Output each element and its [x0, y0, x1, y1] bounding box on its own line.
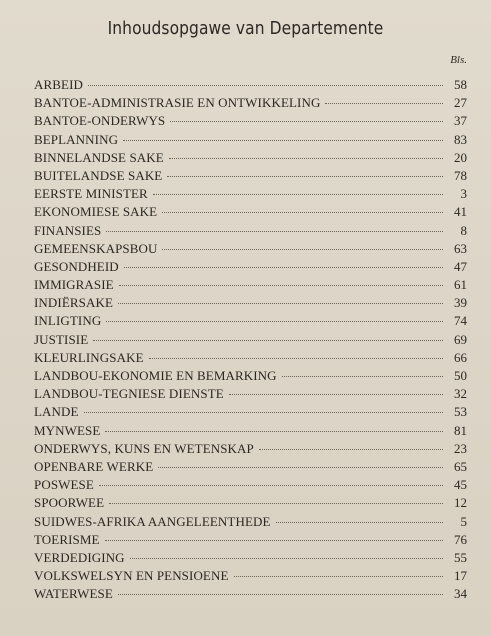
toc-entry	[34, 349, 467, 367]
toc-entry-page: 12	[454, 495, 467, 511]
dot-leader	[162, 249, 443, 250]
toc-entry-name: LANDBOU-TEGNIESE DIENSTE	[34, 386, 224, 402]
dot-leader	[259, 449, 443, 450]
toc-entry	[34, 403, 467, 421]
toc-entry	[34, 167, 467, 185]
toc-entry-page: 37	[454, 113, 467, 129]
toc-entry-page: 47	[454, 258, 467, 274]
toc-entry-name: VERDEDIGING	[34, 549, 125, 565]
toc-entry-page: 34	[454, 586, 467, 602]
toc-entry	[34, 331, 467, 349]
toc-entry-name: BUITELANDSE SAKE	[34, 167, 163, 183]
dot-leader	[169, 158, 443, 159]
toc-entry	[34, 149, 467, 167]
toc-entry	[34, 94, 467, 112]
toc-entry-page: 76	[454, 531, 467, 547]
toc-entry-name: SUIDWES-AFRIKA AANGELEENTHEDE	[34, 513, 271, 529]
toc-entry-page: 53	[454, 404, 467, 420]
toc-entry-page: 20	[454, 149, 467, 165]
toc-entry	[34, 112, 467, 130]
toc-entry-name: GEMEENSKAPSBOU	[34, 240, 158, 256]
dot-leader	[124, 267, 443, 268]
dot-leader	[109, 503, 443, 504]
toc-entry-page: 74	[454, 313, 467, 329]
dot-leader	[229, 394, 443, 395]
toc-entry-page: 5	[460, 513, 467, 529]
toc-entry-name: BANTOE-ONDERWYS	[34, 113, 166, 129]
dot-leader	[106, 321, 443, 322]
dot-leader	[167, 176, 443, 177]
toc-entry	[34, 585, 467, 603]
toc-entry-name: BINNELANDSE SAKE	[34, 149, 164, 165]
dot-leader	[106, 231, 443, 232]
toc-entry	[34, 385, 467, 403]
toc-entry	[34, 494, 467, 512]
toc-entry-page: 27	[454, 95, 467, 111]
dot-leader	[282, 376, 443, 377]
toc-entry-name: LANDE	[34, 404, 79, 420]
toc-entry	[34, 422, 467, 440]
dot-leader	[170, 121, 443, 122]
toc-entry-page: 78	[454, 167, 467, 183]
toc-entry	[34, 131, 467, 149]
toc-entry-name: ONDERWYS, KUNS EN WETENSKAP	[34, 440, 254, 456]
toc-entry-page: 8	[460, 222, 467, 238]
toc-entry-name: LANDBOU-EKONOMIE EN BEMARKING	[34, 368, 277, 383]
toc-entry	[34, 258, 467, 276]
toc-entry-name: JUSTISIE	[34, 331, 89, 347]
toc-entry	[34, 276, 467, 294]
toc-entry	[34, 312, 467, 330]
toc-entry-name: TOERISME	[34, 531, 100, 547]
toc-entry-name: OPENBARE WERKE	[34, 458, 154, 474]
dot-leader	[325, 103, 443, 104]
dot-leader	[149, 358, 443, 359]
toc-entry-page: 39	[454, 295, 467, 311]
dot-leader	[130, 558, 443, 559]
dot-leader	[123, 140, 443, 141]
dot-leader	[105, 540, 443, 541]
toc-entry	[34, 222, 467, 240]
toc-entry-name: INDIËRSAKE	[34, 295, 113, 311]
dot-leader	[162, 212, 443, 213]
toc-list	[34, 76, 467, 603]
toc-entry-name: ARBEID	[34, 77, 83, 92]
toc-entry-page: 66	[454, 349, 467, 365]
toc-entry	[34, 549, 467, 567]
toc-entry-name: VOLKSWELSYN EN PENSIOENE	[34, 568, 229, 584]
toc-entry-page: 58	[454, 77, 467, 92]
toc-entry-page: 55	[454, 549, 467, 565]
toc-entry	[34, 440, 467, 458]
toc-entry-page: 23	[454, 440, 467, 456]
toc-entry	[34, 367, 467, 385]
toc-entry-name: FINANSIES	[34, 222, 102, 238]
toc-entry-name: POSWESE	[34, 477, 94, 493]
toc-entry-page: 69	[454, 331, 467, 347]
toc-entry	[34, 76, 467, 94]
toc-entry	[34, 531, 467, 549]
toc-entry-name: IMMIGRASIE	[34, 277, 114, 293]
dot-leader	[119, 285, 443, 286]
page-title: Inhoudsopgawe van Departemente	[107, 18, 384, 39]
toc-entry-name: KLEURLINGSAKE	[34, 349, 144, 365]
toc-entry	[34, 476, 467, 494]
toc-entry-name: WATERWESE	[34, 586, 113, 602]
dot-leader	[93, 340, 443, 341]
toc-entry	[34, 458, 467, 476]
toc-entry	[34, 513, 467, 531]
toc-entry	[34, 294, 467, 312]
toc-entry-name: EERSTE MINISTER	[34, 186, 148, 202]
dot-leader	[84, 412, 443, 413]
toc-entry-page: 61	[454, 277, 467, 293]
toc-entry-name: MYNWESE	[34, 422, 101, 438]
toc-entry-name: BEPLANNING	[34, 131, 119, 147]
dot-leader	[118, 594, 443, 595]
toc-entry-page: 3	[460, 186, 467, 202]
toc-entry-page: 32	[454, 386, 467, 402]
toc-entry	[34, 203, 467, 221]
toc-entry-page: 41	[454, 204, 467, 220]
toc-entry	[34, 185, 467, 203]
page-column-header: Bls.	[450, 54, 467, 66]
dot-leader	[105, 431, 443, 432]
toc-entry-page: 50	[454, 368, 467, 383]
dot-leader	[276, 522, 443, 523]
dot-leader	[234, 576, 444, 577]
toc-entry-page: 45	[454, 477, 467, 493]
toc-entry-name: GESONDHEID	[34, 258, 119, 274]
toc-entry-name: SPOORWEE	[34, 495, 105, 511]
dot-leader	[88, 85, 443, 86]
dot-leader	[153, 194, 443, 195]
toc-entry	[34, 240, 467, 258]
toc-entry-name: BANTOE-ADMINISTRASIE EN ONTWIKKELING	[34, 95, 321, 111]
toc-entry-page: 65	[454, 458, 467, 474]
toc-entry-name: INLIGTING	[34, 313, 102, 329]
dot-leader	[99, 485, 443, 486]
dot-leader	[118, 303, 443, 304]
toc-entry	[34, 567, 467, 585]
toc-entry-name: EKONOMIESE SAKE	[34, 204, 158, 220]
toc-entry-page: 63	[454, 240, 467, 256]
toc-entry-page: 83	[454, 131, 467, 147]
toc-entry-page: 17	[454, 568, 467, 584]
dot-leader	[158, 467, 443, 468]
toc-entry-page: 81	[454, 422, 467, 438]
